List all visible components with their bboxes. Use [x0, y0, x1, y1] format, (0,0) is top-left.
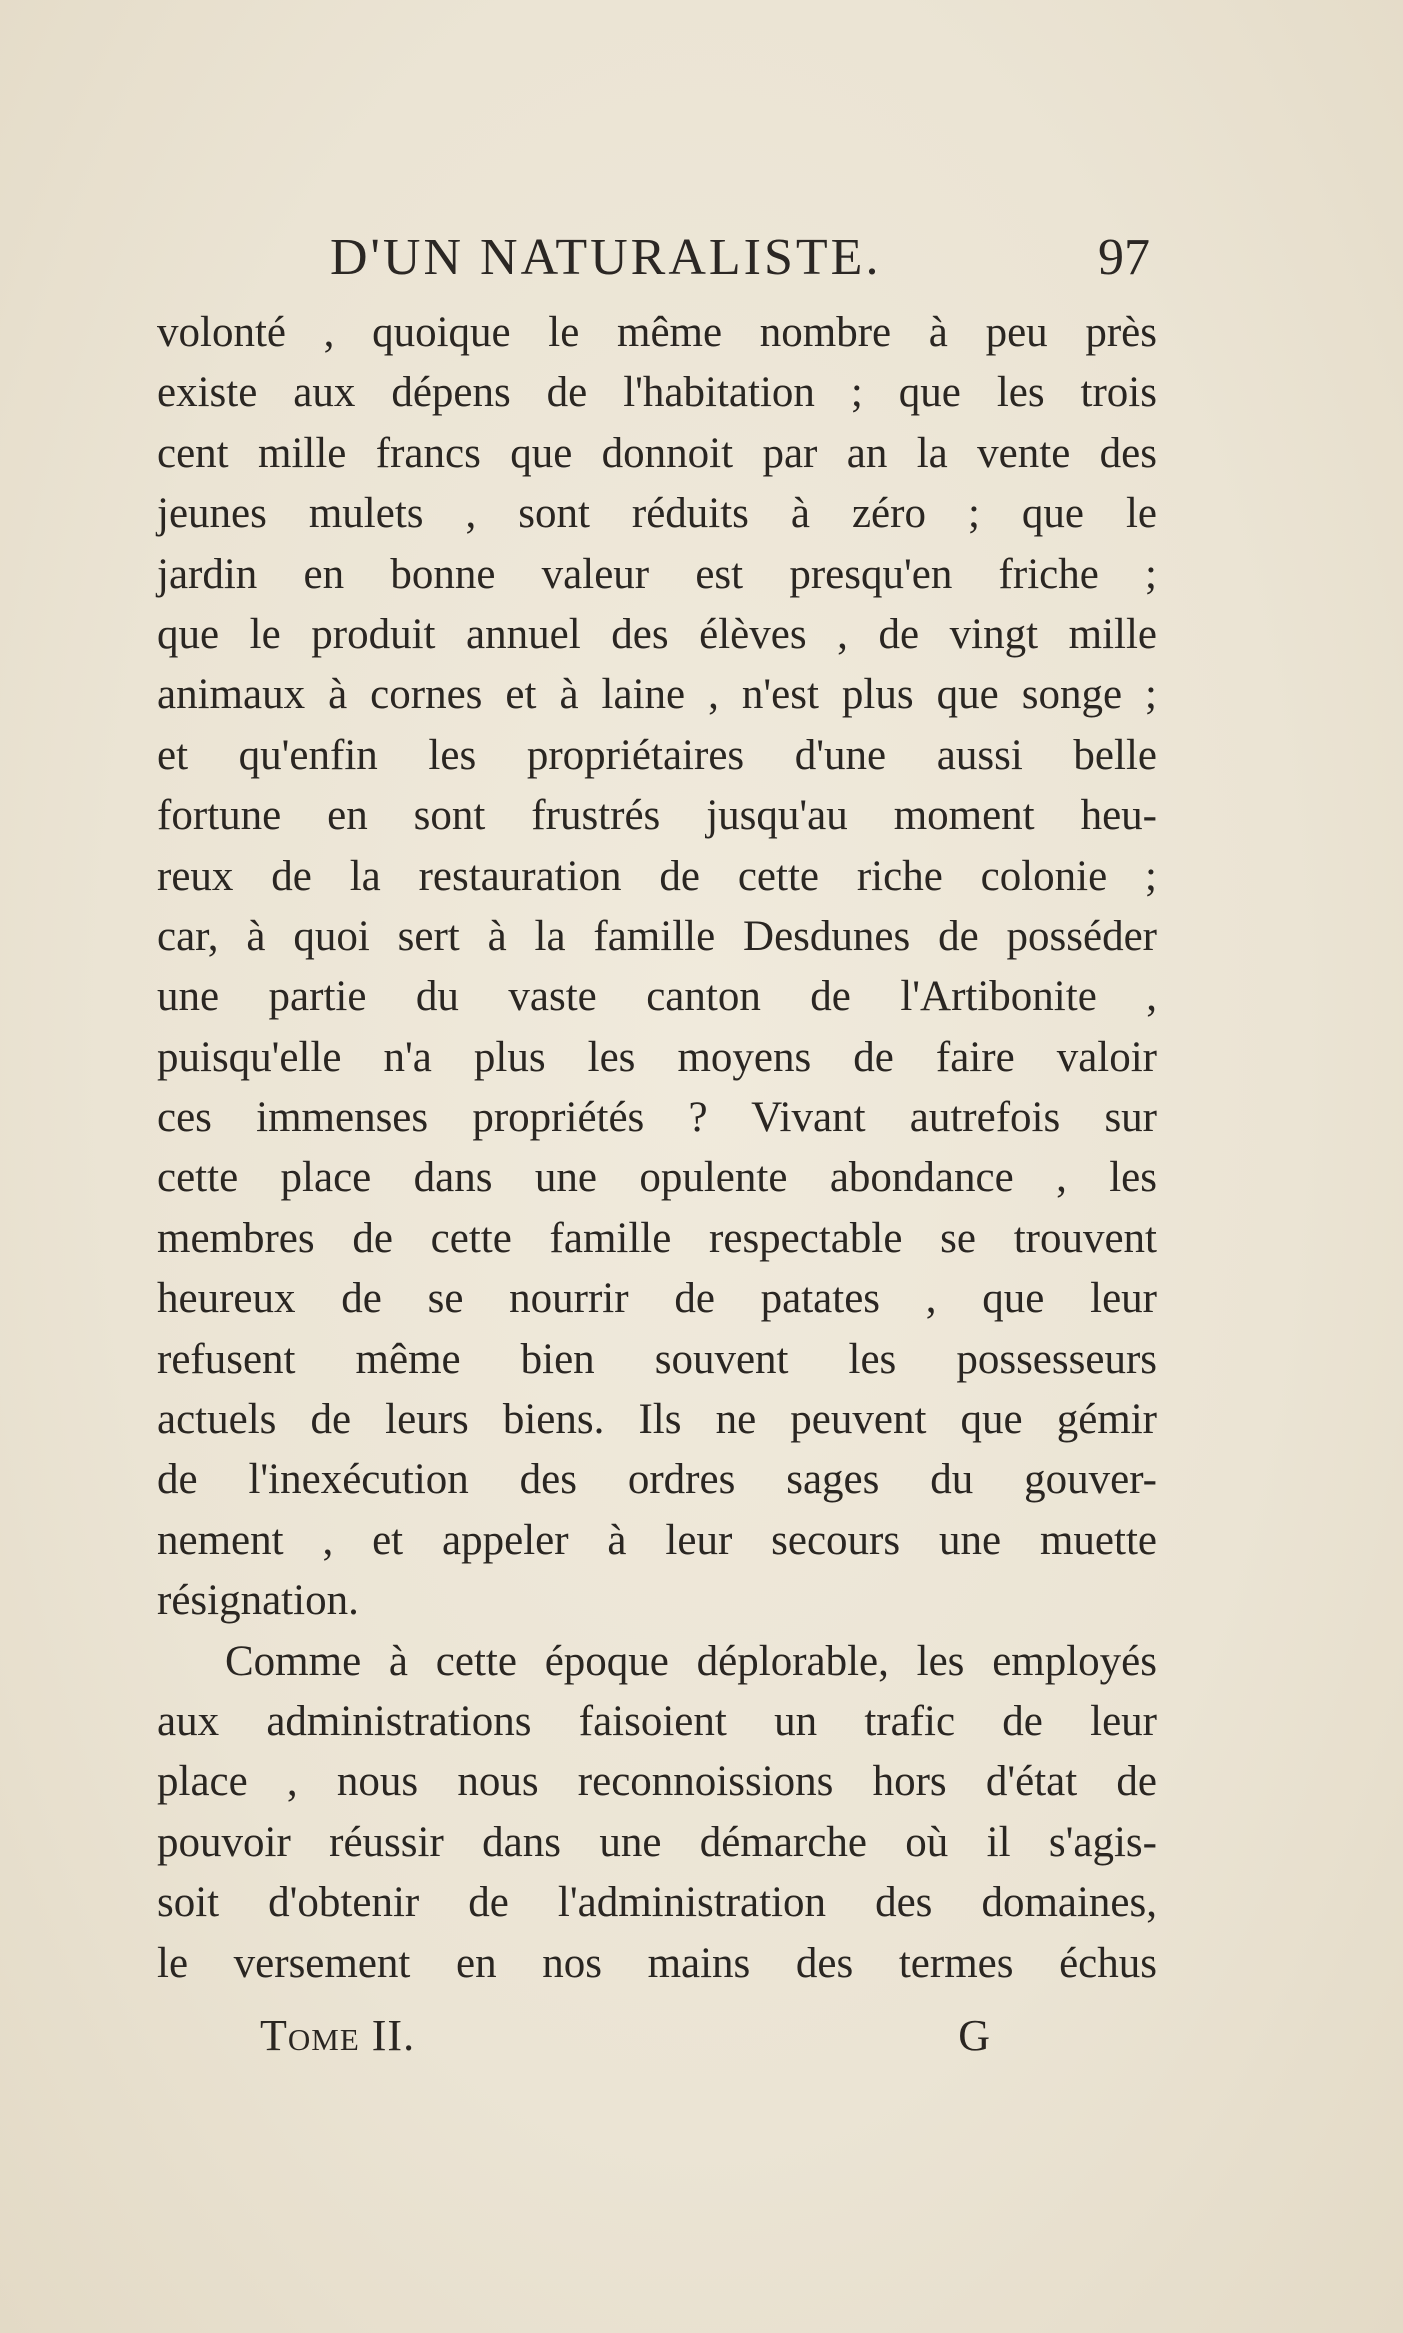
text-line: fortune en sont frustrés jusqu'au moment heu-	[157, 792, 1157, 840]
text-line: reux de la restauration de cette riche colonie ;	[157, 852, 1157, 900]
text-line: heureux de se nourrir de patates , que leur	[157, 1275, 1157, 1323]
text-line: que le produit annuel des élèves , de vingt mille	[157, 610, 1157, 658]
text-line: aux administrations faisoient un trafic de leur	[157, 1697, 1157, 1745]
text-line: pouvoir réussir dans une démarche où il s'agis-	[157, 1818, 1157, 1866]
text-line: refusent même bien souvent les possesseurs	[157, 1335, 1157, 1383]
text-line: place , nous nous reconnoissions hors d'état de	[157, 1758, 1157, 1806]
signature-mark: G	[958, 2011, 990, 2060]
text-line: actuels de leurs biens. Ils ne peuvent que gémir	[157, 1396, 1157, 1444]
text-line: membres de cette famille respectable se trouvent	[157, 1214, 1157, 1262]
volume-label: Tome II.	[260, 2011, 416, 2060]
page-footer	[260, 2010, 990, 2070]
paragraph-end-line: résignation.	[157, 1577, 359, 1625]
text-line: existe aux dépens de l'habitation ; que les trois	[157, 369, 1157, 417]
paragraph-start-line: Comme à cette époque déplorable, les employés	[225, 1637, 1157, 1685]
text-line: de l'inexécution des ordres sages du gouver-	[157, 1456, 1157, 1504]
page-number: 97	[1098, 229, 1150, 286]
text-line: volonté , quoique le même nombre à peu près	[157, 309, 1157, 356]
text-line: ces immenses propriétés ? Vivant autrefois sur	[157, 1094, 1157, 1142]
text-line: car, à quoi sert à la famille Desdunes de posséder	[157, 912, 1157, 960]
text-line: cent mille francs que donnoit par an la vente des	[157, 429, 1157, 477]
page-header	[330, 228, 1150, 298]
text-line: et qu'enfin les propriétaires d'une aussi belle	[157, 731, 1157, 779]
text-line: le versement en nos mains des termes échus	[157, 1939, 1157, 1987]
text-line: cette place dans une opulente abondance , les	[157, 1154, 1157, 1202]
text-line: animaux à cornes et à laine , n'est plus que songe ;	[157, 671, 1157, 719]
text-line: jardin en bonne valeur est presqu'en friche ;	[157, 550, 1157, 598]
text-line: puisqu'elle n'a plus les moyens de faire valoir	[157, 1033, 1157, 1081]
text-line: jeunes mulets , sont réduits à zéro ; que le	[157, 490, 1157, 538]
running-title: D'UN NATURALISTE.	[330, 229, 882, 286]
text-line: nement , et appeler à leur secours une muette	[157, 1516, 1157, 1564]
text-line: soit d'obtenir de l'administration des domaines,	[157, 1879, 1157, 1927]
text-line: une partie du vaste canton de l'Artibonite ,	[157, 973, 1157, 1021]
body-text	[157, 303, 1157, 1994]
